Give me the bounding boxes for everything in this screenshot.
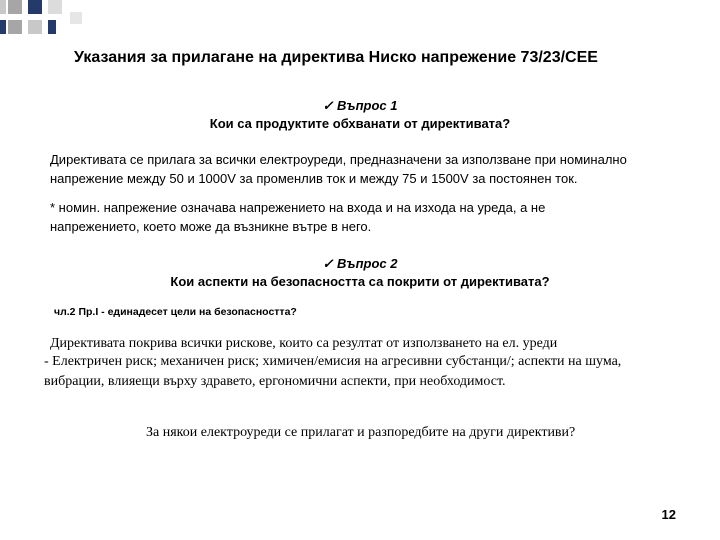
paragraph-1-line-1: Директивата се прилага за всички електроуреди, предназначени за използване при номинално [50,152,627,167]
paragraph-2-line-3: вибрации, влияещи върху здравето, ергономични аспекти, при необходимост. [44,374,506,389]
question-1-heading [0,98,720,114]
paragraph-2-line-2: - Електричен риск; механичен риск; химичен/емисия на агресивни субстанци/; аспекти на шума, [44,354,622,369]
decorative-squares [0,0,720,40]
paragraph-2-line-1: Директивата покрива всички рискове, които са резултат от използването на ел. уреди [50,336,558,351]
question-1-label: Въпрос 1 [337,98,398,113]
article-reference: чл.2 Пр.I - единадесет цели на безопасността? [54,306,297,318]
deco-square-gray-3 [28,20,42,34]
page-number: 12 [661,507,676,522]
footnote-line-2: напрежението, което може да възникне вътре в него. [50,219,372,234]
footnote-line-1: * номин. напрежение означава напрежението на входа и на изхода на уреда, а не [50,200,546,215]
deco-square-gray-1 [8,0,22,14]
deco-square-light-1 [48,0,62,14]
check-icon: ✓ [322,98,334,113]
closing-question: За някои електроуреди се прилагат и разпоредбите на други директиви? [146,425,576,440]
deco-square-navy-1 [28,0,42,14]
check-icon: ✓ [322,256,334,271]
footnote [50,198,545,236]
question-2-heading [0,256,720,272]
paragraph-1 [50,150,627,188]
deco-bar [64,12,720,28]
slide-title: Указания за прилагане на директива Ниско напрежение 73/23/CEE [74,49,598,66]
question-2-label: Въпрос 2 [337,256,398,271]
deco-square-navy-3 [48,20,56,34]
deco-square-navy-2 [0,20,6,34]
deco-bar-light [70,12,82,24]
deco-square-gray-2 [8,20,22,34]
deco-square-gray-4 [0,0,6,14]
question-1-text: Кои са продуктите обхванати от директивата? [209,116,511,131]
question-2-text: Кои аспекти на безопасността са покрити от директивата? [170,274,550,289]
paragraph-1-line-2: напрежение между 50 и 1000V за променлив ток и между 75 и 1500V за постоянен ток. [50,171,578,186]
